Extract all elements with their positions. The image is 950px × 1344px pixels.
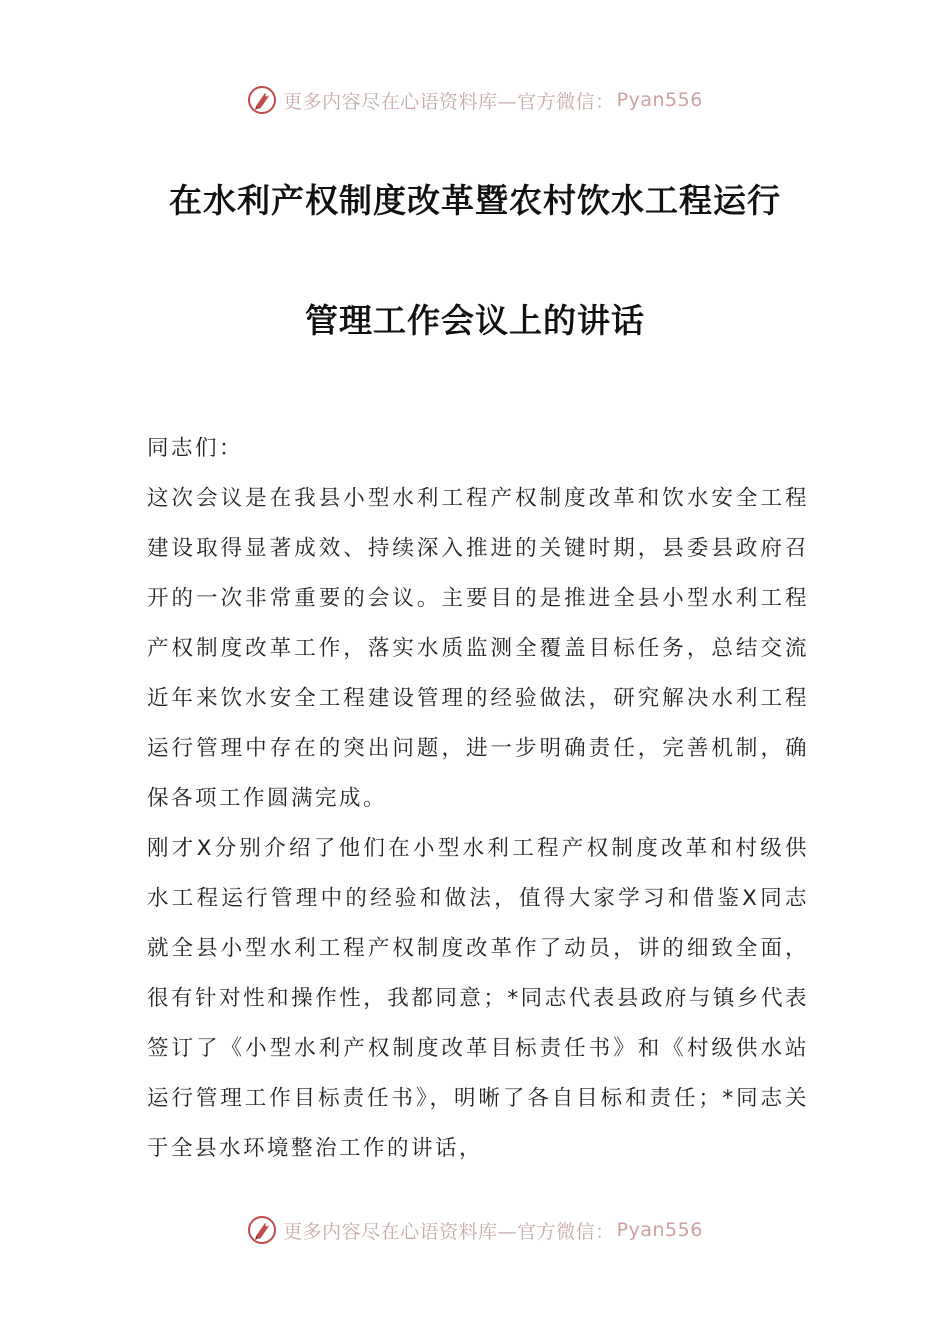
watermark-text: 更多内容尽在心语资料库—官方微信： [283, 1220, 615, 1243]
document-title-line-2: 管理工作会议上的讲话 [305, 301, 645, 340]
watermark-wechat-id: Pyan556 [616, 89, 703, 111]
watermark-footer [0, 1210, 950, 1250]
document-body [147, 424, 809, 1174]
pen-nib-icon [247, 85, 277, 115]
greeting: 同志们： [147, 436, 244, 461]
pen-nib-icon [247, 1215, 277, 1245]
watermark-header [0, 80, 950, 120]
watermark-text: 更多内容尽在心语资料库—官方微信： [283, 90, 615, 113]
paragraph-2: 刚才X分别介绍了他们在小型水利工程产权制度改革和村级供水工程运行管理中的经验和做法，值得大家学习和借鉴X同志就全县小型水利工程产权制度改革作了动员，讲的细致全面，很有针对性和操作性，我都同意；*同志代表县政府与镇乡代表签订了《小型水利产权制度改革目标责任书》和《村级供水站运行管理工作目标责任书》，明晰了各自目标和责任；*同志关于全县水环境整治工作的讲话， [147, 836, 809, 1161]
watermark-wechat-id: Pyan556 [616, 1219, 703, 1241]
document-title-line-1: 在水利产权制度改革暨农村饮水工程运行 [169, 181, 781, 220]
paragraph-1: 这次会议是在我县小型水利工程产权制度改革和饮水安全工程建设取得显著成效、持续深入推进的关键时期，县委县政府召开的一次非常重要的会议。主要目的是推进全县小型水利工程产权制度改革工作，落实水质监测全覆盖目标任务，总结交流近年来饮水安全工程建设管理的经验做法，研究解决水利工程运行管理中存在的突出问题，进一步明确责任，完善机制，确保各项工作圆满完成。 [147, 486, 809, 811]
